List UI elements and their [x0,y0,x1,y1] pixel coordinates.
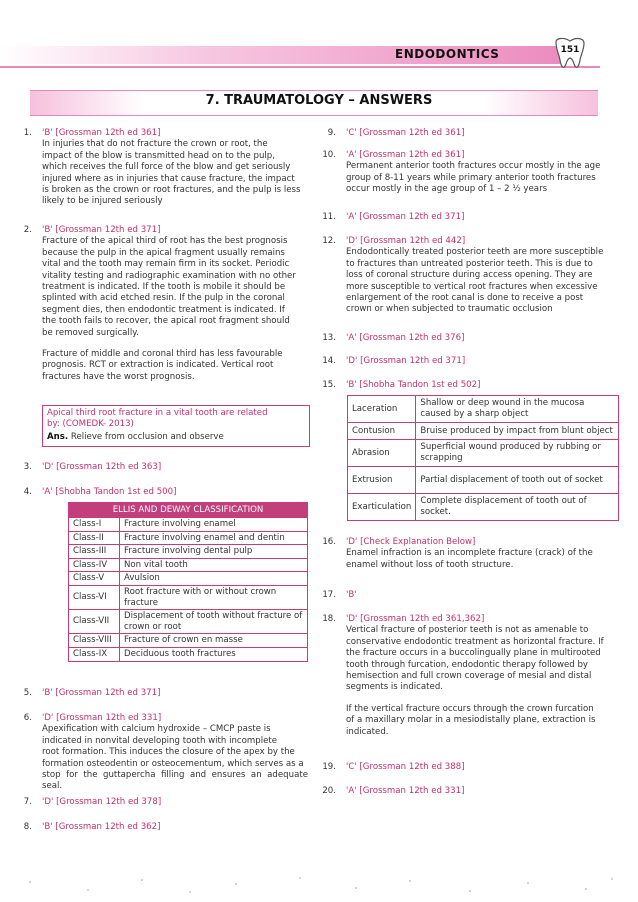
explanation-line: Endodontically treated posterior teeth are more susceptible [346,247,604,258]
explanation-line: segment dies, then endodontic treatment is indicated. If [42,304,285,315]
table-row [348,440,619,467]
table-header-row [69,503,308,518]
answer-number: 17. [322,590,336,600]
answer-number: 20. [322,786,336,796]
answer-16 [312,537,620,571]
table-row [69,531,308,545]
term-cell: Exarticulation [348,494,416,521]
box-answer-text: Relieve from occlusion and observe [68,432,224,442]
answer-6 [8,713,308,793]
class-cell: Class-VII [69,610,120,634]
description-cell: Fracture involving enamel and dentin [120,531,308,545]
explanation-line: splinted with acid etched resin. If the pulp in the coronal [42,293,285,304]
table-row [348,396,619,423]
explanation-line: tooth through furcation, endodontic therapy followed by [346,659,589,670]
answer-17 [312,590,620,601]
box-answer-label: Ans. [47,432,69,442]
class-cell: Class-VI [69,585,120,609]
answer-number: 1. [23,128,32,138]
answer-reference: 'D' [Grossman 12th ed 363] [42,462,162,472]
answer-number: 14. [322,356,336,366]
explanation-line: be removed surgically. [42,327,139,338]
description-cell: Displacement of tooth without fracture of crown or root [120,610,308,634]
description-cell: Complete displacement of tooth out of socket. [416,494,619,521]
table-row [69,647,308,661]
table-row [69,610,308,634]
box-question-line: Apical third root fracture in a vital tooth are related [47,408,268,418]
answer-reference: 'D' [Grossman 12th ed 442] [346,236,466,246]
table-row [69,572,308,586]
answer-reference: 'D' [Grossman 12th ed 331] [42,713,162,723]
explanation-line: root formation. This induces the closure of the apex by the [42,747,295,758]
class-cell: Class-I [69,518,120,532]
answer-12 [312,236,620,316]
description-cell: Root fracture with or without crown fracture [120,585,308,609]
table-row [69,518,308,532]
answer-number: 5. [23,688,32,698]
explanation-line: conservative endodontic treatment as horizontal fracture. If [346,636,604,647]
answer-reference: 'C' [Grossman 12th ed 361] [346,128,465,138]
explanation-line: formation osteodentin or osteocementum, which serves as a [42,758,304,769]
answer-reference: 'B' [Grossman 12th ed 371] [42,225,161,235]
explanation-line: which receives the full force of the blow and get seriously [42,162,291,173]
answer-number: 2. [23,225,32,235]
explanation-line: likely to be injured seriously [42,196,163,207]
answer-reference: 'D' [Grossman 12th ed 361,362] [346,614,485,624]
explanation-line: occur mostly in the age group of 1 – 2 ½ years [346,184,548,195]
answer-reference: 'D' [Check Explanation Below] [346,537,476,547]
answer-11 [312,212,620,223]
answer-reference: 'B' [Shobha Tandon 1st ed 502] [346,380,481,390]
explanation-line: Enamel infraction is an incomplete fracture (crack) of the [346,548,593,559]
answer-15 [312,380,620,391]
answer-3 [8,462,308,473]
explanation-line: group of 8-11 years while primary anterior tooth fractures [346,172,596,183]
description-cell: Deciduous tooth fractures [120,647,308,661]
explanation-line: loss of coronal structure during access opening. They are [346,270,593,281]
answer-reference: 'A' [Grossman 12th ed 331] [346,786,465,796]
explanation-line: stop for the guttapercha filling and ensures an adequate seal. [42,770,308,792]
answer-2 [8,225,308,383]
explanation-line: enamel without loss of tooth structure. [346,559,514,570]
explanation-line: treatment is indicated. If the tooth is mobile it should be [42,282,286,293]
explanation-line: hemisection and full crown coverage of mesial and distal [346,671,592,682]
answer-number: 7. [23,797,32,807]
table-row [348,494,619,521]
answer-reference: 'A' [Grossman 12th ed 376] [346,333,465,343]
class-cell: Class-V [69,572,120,586]
term-cell: Extrusion [348,467,416,494]
answer-reference: 'A' [Grossman 12th ed 361] [346,150,465,160]
answer-9 [312,128,620,139]
answer-number: 8. [23,822,32,832]
explanation-line: If the vertical fracture occurs through the crown furcation [346,703,594,714]
answer-number: 16. [322,537,336,547]
term-cell: Contusion [348,423,416,440]
explanation-line: fractures have the worst prognosis. [42,371,195,382]
answer-number: 13. [322,333,336,343]
description-cell: Superficial wound produced by rubbing or scrapping [416,440,619,467]
explanation-line: the fracture occurs in a buccolingually plane in multirooted [346,648,601,659]
explanation-line: crown or when subjected to traumatic occlusion [346,304,553,315]
explanation-line: vital and the tooth may remain firm in its socket. Periodic [42,259,290,270]
explanation-line: Fracture of the apical third of root has the best prognosis [42,236,288,247]
explanation-line: more susceptible to vertical root fractures when excessive [346,281,598,292]
description-cell: Non vital tooth [120,558,308,572]
description-cell: Fracture of crown en masse [120,634,308,648]
explanation-line: indicated. [346,726,389,737]
answer-10 [312,150,620,196]
answer-reference: 'D' [Grossman 12th ed 378] [42,797,162,807]
answer-reference: 'D' [Grossman 12th ed 371] [346,356,466,366]
box-question-line: by: (COMEDK- 2013) [47,419,134,429]
answer-number: 6. [23,713,32,723]
explanation-line: segments is indicated. [346,682,444,693]
table-row [69,634,308,648]
explanation-line: Fracture of middle and coronal third has less favourable [42,349,283,360]
header-rule [0,66,600,68]
answer-8 [8,822,308,833]
table-row [69,545,308,559]
answer-1 [8,128,308,208]
table-row [348,467,619,494]
class-cell: Class-IV [69,558,120,572]
explanation-line: indicated in nonvital developing tooth with incomplete [42,735,278,746]
answer-number: 19. [322,762,336,772]
answer-number: 12. [322,236,336,246]
previous-question-box [42,405,310,447]
answer-reference: 'B' [Grossman 12th ed 361] [42,128,161,138]
table-row [348,423,619,440]
explanation-line: of a maxillary molar in a mesiodistally plane, extraction is [346,715,596,726]
section-title: 7. TRAUMATOLOGY – ANSWERS [205,93,433,108]
table-row [69,585,308,609]
class-cell: Class-III [69,545,120,559]
box-answer [43,430,309,446]
answer-reference: 'A' [Grossman 12th ed 371] [346,212,465,222]
explanation-line: enlargement of the root canal is done to receive a post [346,293,584,304]
answer-4 [8,487,308,498]
answer-14 [312,356,620,367]
answer-reference: 'A' [Shobha Tandon 1st ed 500] [42,487,177,497]
explanation-line: to fractures than untreated posterior teeth. This is due to [346,258,593,269]
description-cell: Fracture involving enamel [120,518,308,532]
explanation-line: is broken as the crown or root fractures, and the pulp is less [42,185,301,196]
explanation-line: Apexification with calcium hydroxide – CMCP paste is [42,724,271,735]
explanation-line: because the pulp in the apical fragment usually remains [42,247,285,258]
answer-number: 3. [23,462,32,472]
class-cell: Class-II [69,531,120,545]
ellis-classification-table [68,502,308,662]
answer-number: 9. [327,128,336,138]
description-cell: Shallow or deep wound in the mucosa caused by a sharp object [416,396,619,423]
explanation-line: the tooth fails to recover, the apical root fragment should [42,316,290,327]
answer-18 [312,614,620,738]
answer-reference: 'C' [Grossman 12th ed 388] [346,762,465,772]
page-number: 151 [560,45,580,55]
explanation-line: prognosis. RCT or extraction is indicated. Vertical root [42,360,274,371]
answer-number: 18. [322,614,336,624]
answer-reference: 'B' [Grossman 12th ed 371] [42,688,161,698]
injury-terms-table [347,395,619,521]
explanation-line: In injuries that do not fracture the crown or root, the [42,139,268,150]
description-cell: Fracture involving dental pulp [120,545,308,559]
class-cell: Class-IX [69,647,120,661]
explanation-line: vitality testing and radiographic examination with no other [42,270,296,281]
explanation-line: Vertical fracture of posterior teeth is not as amenable to [346,625,589,636]
answer-5 [8,688,308,699]
answer-13 [312,333,620,344]
answer-number: 11. [322,212,336,222]
scan-speckles [0,872,638,902]
explanation-line: Permanent anterior tooth fractures occur mostly in the age [346,161,601,172]
answer-number: 4. [23,487,32,497]
answer-reference: 'B' [346,590,357,600]
answer-reference: 'B' [Grossman 12th ed 362] [42,822,161,832]
description-cell: Partial displacement of tooth out of socket [416,467,619,494]
answer-7 [8,797,308,808]
chapter-title: ENDODONTICS [395,47,500,61]
explanation-line: impact of the blow is transmitted head on to the pulp, [42,150,275,161]
term-cell: Laceration [348,396,416,423]
term-cell: Abrasion [348,440,416,467]
answer-number: 10. [322,150,336,160]
description-cell: Avulsion [120,572,308,586]
table-row [69,558,308,572]
description-cell: Bruise produced by impact from blunt object [416,423,619,440]
answer-20 [312,786,620,797]
explanation-line: injured where as in injuries that cause fracture, the impact [42,173,295,184]
answer-number: 15. [322,380,336,390]
class-cell: Class-VIII [69,634,120,648]
table-title: ELLIS AND DEWAY CLASSIFICATION [69,503,308,518]
answer-19 [312,762,620,773]
